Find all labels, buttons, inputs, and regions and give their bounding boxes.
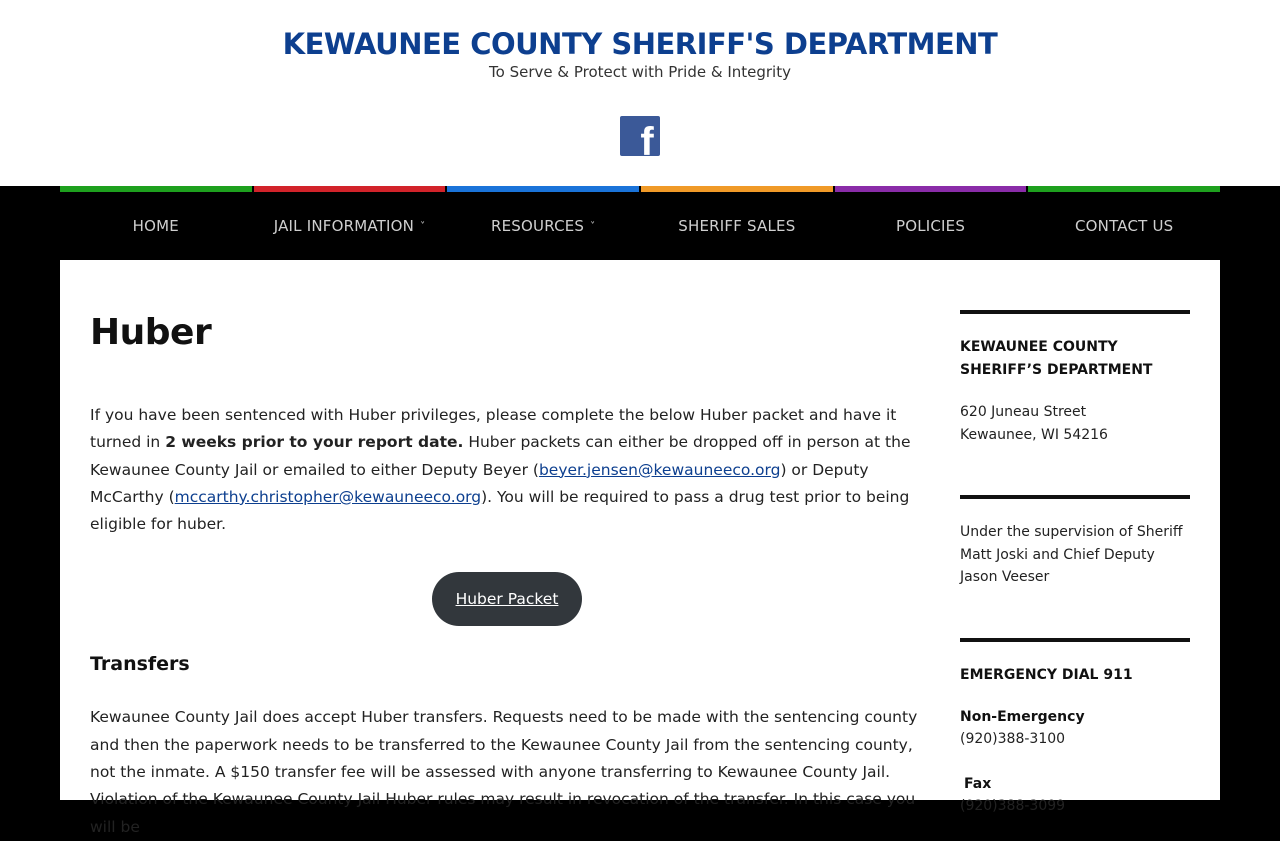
nav-item-contact-us[interactable]	[1028, 186, 1220, 260]
supervision-text: Under the supervision of Sheriff Matt Joski and Chief Deputy Jason Veeser	[960, 524, 1183, 585]
nav-color-bar	[60, 186, 252, 192]
site-header	[0, 0, 1280, 186]
transfers-heading: Transfers	[90, 653, 190, 676]
huber-packet-button[interactable]: Huber Packet	[432, 572, 582, 626]
nav-item-home[interactable]	[60, 186, 252, 260]
chevron-down-icon: ˅	[420, 221, 426, 232]
transfers-paragraph: Kewaunee County Jail does accept Huber transfers. Requests need to be made with the sentencing county and then the paperwork needs to be transferred to the Kewaunee County Jail from the sentencing county, not the inmate. A $150 transfer fee will be assessed with anyone transferring to Kewaunee County Jail. Violation of the Kewaunee County Jail Huber rules may result in revocation of the transfer. In this case you will be	[90, 708, 918, 836]
nav-color-bar	[835, 186, 1027, 192]
nav-item-label: RESOURCES	[491, 217, 585, 235]
intro-bold-text: 2 weeks prior to your report date.	[165, 433, 464, 452]
nav-item-label: HOME	[132, 217, 179, 235]
facebook-icon[interactable]: f	[620, 116, 660, 156]
fax-phone: (920)388-3099	[960, 798, 1066, 814]
nav-color-bar	[447, 186, 639, 192]
intro-text: If you have been sentenced with Huber privileges, please complete the below Huber packet and have it turned in	[90, 406, 897, 452]
article	[90, 310, 922, 841]
intro-text: ). You will be required to pass a drug test prior to being eligible for huber.	[90, 487, 910, 534]
nav-item-resources[interactable]	[447, 186, 639, 260]
button-container	[90, 572, 922, 626]
main-content-area	[60, 260, 1220, 836]
sidebar	[960, 310, 1190, 818]
email-link-mccarthy[interactable]: mccarthy.christopher@kewauneeco.org	[174, 487, 482, 506]
sidebar-widget-contact	[960, 638, 1190, 818]
sidebar-dept-title: KEWAUNEE COUNTY SHERIFF’S DEPARTMENT	[960, 339, 1153, 378]
fax-label: Fax	[964, 775, 992, 792]
address-line-1: 620 Juneau Street	[960, 404, 1087, 420]
page-title: Huber	[90, 312, 212, 353]
nav-item-sheriff-sales[interactable]	[641, 186, 833, 260]
main-navigation	[60, 186, 1220, 260]
nav-item-jail-information[interactable]	[254, 186, 446, 260]
sidebar-widget-address	[960, 310, 1190, 446]
emergency-heading: EMERGENCY DIAL 911	[960, 666, 1133, 683]
nav-item-label: SHERIFF SALES	[678, 217, 796, 235]
non-emergency-phone: (920)388-3100	[960, 731, 1066, 747]
nav-color-bar	[1028, 186, 1220, 192]
chevron-down-icon: ˅	[590, 221, 596, 232]
intro-text: ) or Deputy McCarthy (	[90, 460, 869, 506]
nav-item-label: POLICIES	[895, 217, 966, 235]
sidebar-widget-supervision	[960, 495, 1190, 589]
nav-color-bar	[254, 186, 446, 192]
nav-color-bar	[641, 186, 833, 192]
site-title[interactable]: KEWAUNEE COUNTY SHERIFF'S DEPARTMENT	[282, 27, 998, 61]
address-line-2: Kewaunee, WI 54216	[960, 426, 1108, 443]
site-tagline: To Serve & Protect with Pride & Integrity	[489, 63, 791, 81]
nav-item-policies[interactable]	[835, 186, 1027, 260]
intro-text: Huber packets can either be dropped off in person at the Kewaunee County Jail or emailed to either Deputy Beyer (	[90, 433, 911, 479]
nav-item-label: CONTACT US	[1074, 217, 1174, 235]
nav-item-label: JAIL INFORMATION	[273, 217, 415, 235]
non-emergency-label: Non-Emergency	[960, 708, 1085, 725]
huber-intro-paragraph	[90, 402, 922, 538]
email-link-beyer[interactable]: beyer.jensen@kewauneeco.org	[538, 460, 781, 479]
